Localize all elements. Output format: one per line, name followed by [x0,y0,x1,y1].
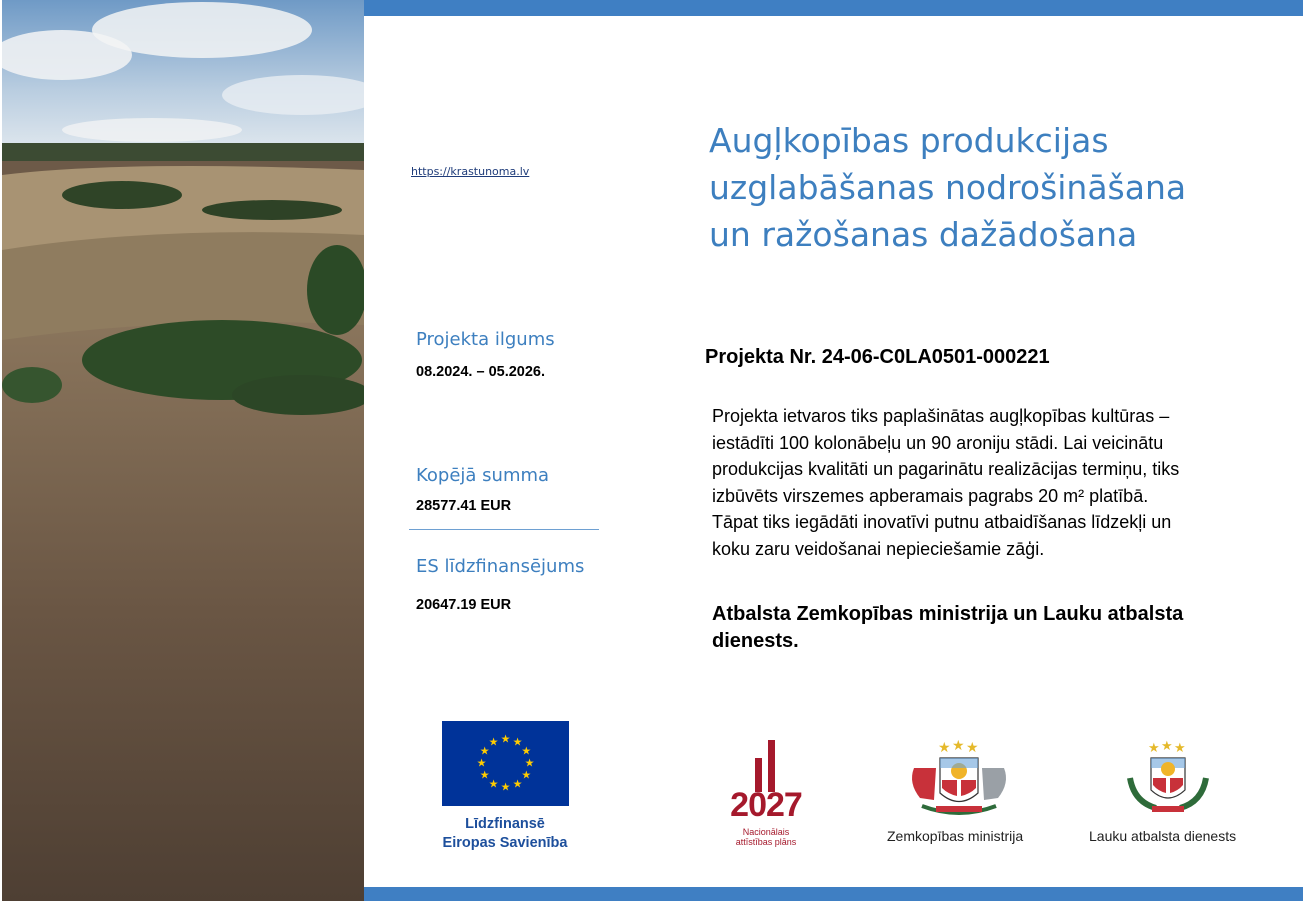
duration-label: Projekta ilgums [416,329,555,350]
svg-text:★: ★ [476,756,487,770]
svg-text:★: ★ [500,732,511,746]
svg-text:★: ★ [488,777,499,791]
nap-caption-line: attīstības plāns [735,837,797,847]
total-sum-label: Kopējā summa [416,465,550,486]
svg-text:★: ★ [1174,741,1186,756]
total-sum-value: 28577.41 EUR [416,498,512,514]
svg-text:★: ★ [521,768,532,782]
support-statement: Atbalsta Zemkopības ministrija un Lauku atbalsta dienests. [712,603,1184,652]
eu-caption-line: Līdzfinansē [465,816,545,832]
project-description: Projekta ietvaros tiks paplašinātas augļkopības kultūras – iestādīti 100 kolonābeļu un 90 aroniju stādi. Lai veicinātu produkcijas kvalitāti un pagarinātu realizācijas termiņu, tiks izbūvēts virszemes apberamais pagrabs 20 m² platībā. Tāpat tiks iegādāti inovatīvi putnu atbaidīšanas līdzekļi un koku zaru veidošanai nepieciešamie zāģi. [712,406,1180,559]
svg-text:★: ★ [1148,741,1160,756]
nap-number: 2027 [730,786,802,824]
ministry-label: Zemkopības ministrija [887,828,1024,844]
svg-text:★: ★ [952,738,965,754]
svg-text:★: ★ [524,756,535,770]
nap-caption-line: Nacionālais [742,827,790,837]
lad-label: Lauku atbalsta dienests [1089,828,1237,844]
eu-cofinanced-caption [430,815,580,853]
bottom-accent-bar [364,887,1303,901]
svg-text:★: ★ [1161,739,1173,754]
page-title [709,117,1269,258]
project-number: Projekta Nr. 24-06-C0LA0501-000221 [705,346,1050,368]
svg-text:★: ★ [966,740,979,756]
title-line: un ražošanas dažādošana [709,215,1138,254]
sidebar-divider [409,529,599,530]
title-line: uzglabāšanas nodrošināšana [709,168,1187,207]
nap-caption [716,827,816,847]
lad-coat-of-arms [1124,738,1212,824]
svg-text:★: ★ [479,744,490,758]
duration-value: 08.2024. – 05.2026. [416,364,546,380]
svg-text:★: ★ [488,735,499,749]
cofinancing-value: 20647.19 EUR [416,597,512,613]
nap-2027-logo [716,738,816,853]
landscape-photo [2,0,364,901]
svg-text:★: ★ [500,780,511,794]
website-link[interactable]: https://krastunoma.lv [411,165,530,178]
eu-caption-line: Eiropas Savienība [442,835,568,851]
top-accent-bar [364,0,1303,16]
cofinancing-label: ES līdzfinansējums [416,556,585,577]
svg-text:★: ★ [512,735,523,749]
svg-text:★: ★ [479,768,490,782]
title-line: Augļkopības produkcijas [709,121,1109,160]
svg-text:★: ★ [938,740,951,756]
svg-text:★: ★ [521,744,532,758]
ministry-coat-of-arms [900,738,1018,824]
svg-text:★: ★ [512,777,523,791]
eu-flag-logo [442,721,569,806]
